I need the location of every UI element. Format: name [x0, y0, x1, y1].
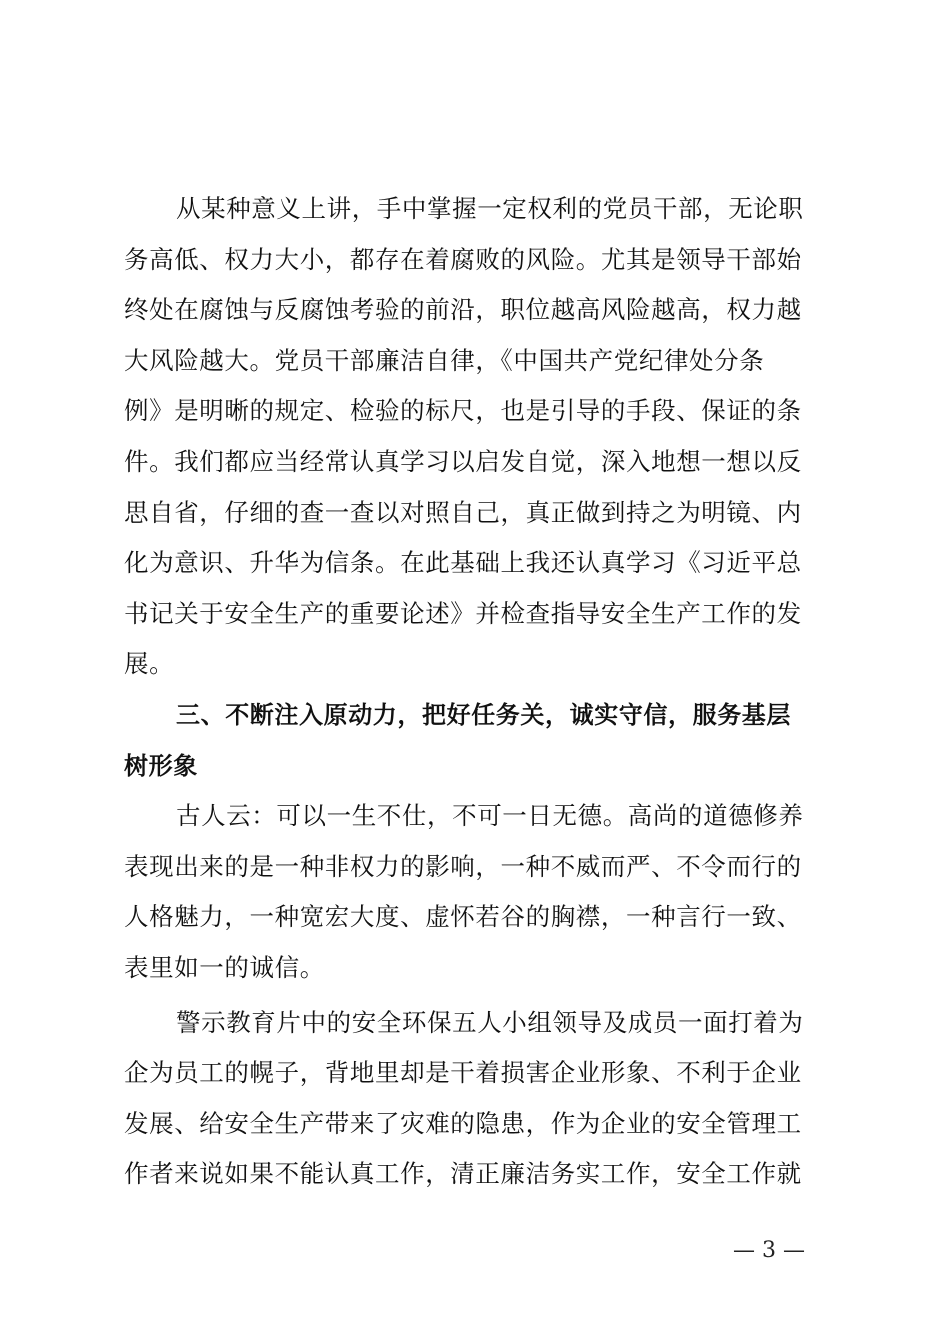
paragraph-line: 大风险越大。党员干部廉洁自律，《中国共产党纪律处分条	[124, 345, 765, 375]
paragraph-line: 展。	[124, 649, 175, 679]
paragraph-line: 作者来说如果不能认真工作，清正廉洁务实工作，安全工作就	[124, 1159, 802, 1189]
section-heading	[124, 690, 836, 791]
paragraph-line: 务高低、权力大小，都存在着腐败的风险。尤其是领导干部始	[124, 244, 802, 274]
paragraph-line: 企为员工的幌子，背地里却是干着损害企业形象、不利于企业	[124, 1058, 802, 1088]
paragraph-line: 表里如一的诚信。	[124, 952, 325, 982]
paragraph-ancient-saying	[124, 791, 836, 993]
paragraph-line: 终处在腐蚀与反腐蚀考验的前沿，职位越高风险越高，权力越	[124, 295, 802, 325]
paragraph-line: 例》是明晰的规定、检验的标尺，也是引导的手段、保证的条	[124, 396, 802, 426]
heading-line: 树形象	[124, 751, 198, 780]
paragraph-line: 件。我们都应当经常认真学习以启发自觉，深入地想一想以反	[124, 446, 802, 476]
page-body	[124, 184, 836, 1200]
paragraph-line: 化为意识、升华为信条。在此基础上我还认真学习《习近平总	[124, 548, 802, 578]
paragraph-line: 古人云：可以一生不仕，不可一日无德。高尚的道德修养	[176, 801, 804, 831]
paragraph-warning-education	[124, 998, 836, 1200]
paragraph-line: 思自省，仔细的查一查以对照自己，真正做到持之为明镜、内	[124, 497, 802, 527]
paragraph-line: 表现出来的是一种非权力的影响，一种不威而严、不令而行的	[124, 851, 802, 881]
page-number: — 3 —	[733, 1238, 805, 1263]
heading-line: 三、不断注入原动力，把好任务关，诚实守信，服务基层	[176, 700, 791, 729]
paragraph-risk-of-corruption	[124, 184, 836, 690]
paragraph-line: 书记关于安全生产的重要论述》并检查指导安全生产工作的发	[124, 598, 802, 628]
paragraph-line: 人格魅力，一种宽宏大度、虚怀若谷的胸襟，一种言行一致、	[124, 902, 802, 932]
paragraph-line: 发展、给安全生产带来了灾难的隐患，作为企业的安全管理工	[124, 1108, 802, 1138]
paragraph-line: 警示教育片中的安全环保五人小组领导及成员一面打着为	[176, 1007, 804, 1037]
paragraph-line: 从某种意义上讲，手中掌握一定权利的党员干部，无论职	[176, 194, 804, 223]
